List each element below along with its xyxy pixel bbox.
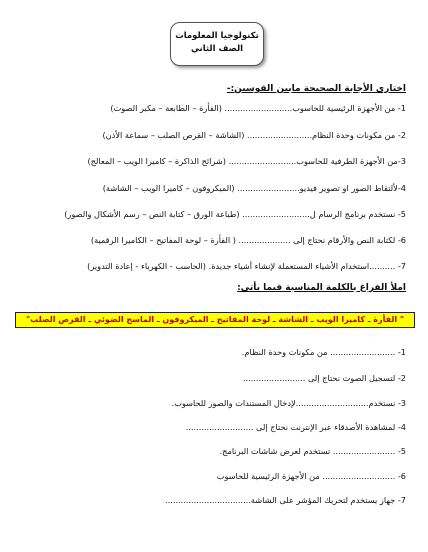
section1-heading: اختاري الأجابة الصحيحة مابين القوسين:- — [226, 84, 406, 94]
fill-question-2: 2- لتسجيل الصوت نحتاج إلى ........................ — [242, 373, 406, 383]
mcq-question-3: 3-من الأجهزة الطرفية للحاسوب.......................... (شرائح الذاكرة – كاميرا الويب – المعالج) — [87, 156, 406, 166]
section2-heading: املأ الفراغ بالكلمة المناسبة فيما يأتي: — [237, 283, 406, 293]
fill-question-3: 3- نستخدم............................لإدخال المستندات والصور للحاسوب. — [171, 398, 406, 408]
title-box — [170, 22, 264, 66]
fill-question-4: 4- لمشاهدة الأصدقاء عبر الإنترنت نحتاج إلى .......................... — [185, 422, 406, 432]
word-bank: " الفأرة ـ كاميرا الويب ـ الشاشة ـ لوحة المفاتيح ـ الميكروفون ـ الماسح الضوئي ـ القرص الصلب" — [15, 312, 415, 328]
fill-question-5: 5- ........................ تستخدم لعرض شاشات البرنامج. — [219, 446, 406, 456]
grade-title: الصف الثاني — [190, 44, 244, 54]
fill-question-7: 7- جهاز يستخدم لتحريك المؤشر على الشاشة................................. — [165, 495, 406, 505]
mcq-question-2: 2- من مكونات وحدة النظام......................... (الشاشة – القرص الصلب – سماعة الأذن) — [102, 130, 406, 140]
fill-question-1: 1- ......................... من مكونات وحدة النظام. — [241, 347, 406, 357]
mcq-question-7: 7- ..........استخدام الأشياء المستعملة لإنشاء أشياء جديدة. (الحاسب - الكهرباء - إعادة التدوير) — [87, 261, 406, 271]
mcq-question-5: 5- نستخدم برنامج الرسام ل.......................... (طباعة الورق – كتابة النص – رسم الأشكال والصور) — [64, 209, 406, 219]
subject-title: تكنولوجيا المعلومات — [175, 31, 259, 41]
mcq-question-4: 4-لألتقاط الصور او تصوير فيديو........................ (الميكروفون – كاميرا الويب – الشاشة) — [102, 183, 406, 193]
fill-question-6: 6- ............................ من الأجهزة الرئيسية للحاسوب — [216, 471, 406, 481]
mcq-question-1: 1- من الأجهزة الرئيسية للحاسوب.......................... (الفأرة – الطابعة – مكبر الصوت) — [110, 103, 406, 113]
mcq-question-6: 6- لكتابة النص والأرقام نحتاج إلى .................... ( الفأرة – لوحة المفاتيح – الكاميرا الرقمية) — [90, 235, 406, 245]
